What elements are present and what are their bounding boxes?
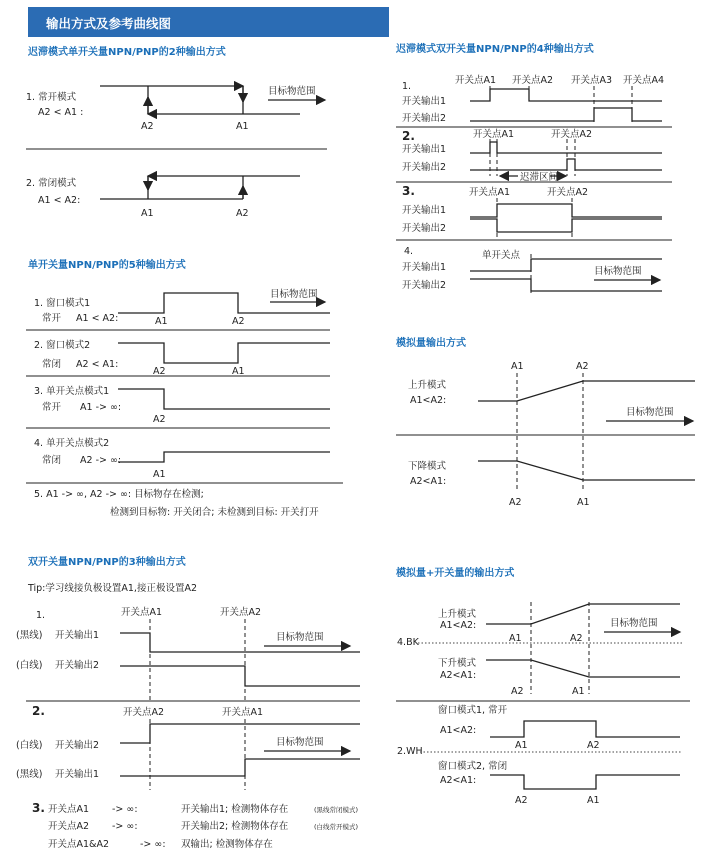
s2-row4-a1: A1 — [153, 469, 166, 480]
s6-window1-wave — [490, 721, 680, 737]
s4-m1-o2-wave — [470, 108, 662, 121]
s3-out2-b: 开关输出2 — [55, 740, 100, 751]
s3-num2: 2. — [32, 704, 45, 718]
s2-row1-cond: A1 < A2: — [76, 313, 119, 324]
s6-bot-a1: A1 — [572, 686, 585, 697]
s6-down: 下升模式 — [438, 658, 477, 669]
s6-top-a1: A1 — [509, 633, 522, 644]
s6-bot-a2: A2 — [511, 686, 524, 697]
s3-black1: (黑线) — [16, 630, 43, 641]
s1-a2-label-2: A2 — [236, 208, 249, 219]
s2-row1-title: 1. 窗口模式1 — [34, 298, 91, 309]
s2-title: 单开关量NPN/PNP的5种输出方式 — [28, 260, 186, 271]
s6-top-a2: A2 — [570, 633, 583, 644]
s2-row3-cond: A1 -> ∞: — [80, 402, 122, 413]
s3-l1b: -> ∞: — [112, 804, 138, 815]
s4-m3-o1: 开关输出1 — [402, 205, 447, 216]
s4-m1-pA4: 开关点A4 — [623, 75, 665, 86]
s2-row3-title: 3. 单开关点模式1 — [34, 386, 110, 397]
s1-a2-label: A2 — [141, 121, 154, 132]
s3-p2: 开关点A2 — [220, 607, 262, 618]
s5-bot-a2: A2 — [509, 497, 522, 508]
s1-mode1: 1. 常开模式 — [26, 92, 77, 103]
s6-downc: A2<A1: — [440, 670, 477, 681]
s5-bot-a1: A1 — [577, 497, 590, 508]
s4-m3-pA1: 开关点A1 — [469, 187, 511, 198]
s4-n4: 4. — [404, 246, 414, 257]
s3-white2: (白线) — [16, 740, 43, 751]
s4-range: 目标物范围 — [594, 266, 642, 277]
s3-white1: (白线) — [16, 660, 43, 671]
s4-m1-pA3: 开关点A3 — [571, 75, 613, 86]
s3-l3b: -> ∞: — [140, 839, 166, 850]
s6-w1c: A1<A2: — [440, 725, 477, 736]
s6-window2-wave — [490, 775, 680, 789]
s3-l2b: -> ∞: — [112, 821, 138, 832]
s1-mode1-cond: A2 < A1 : — [38, 107, 84, 118]
s4-m4-o2: 开关输出2 — [402, 280, 447, 291]
s4-m1-pA1: 开关点A1 — [455, 75, 497, 86]
s3-out2-a: 开关输出2 — [55, 660, 100, 671]
s4-m2-pA2: 开关点A2 — [551, 129, 593, 140]
s4-m2-pA1: 开关点A1 — [473, 129, 515, 140]
s3-l3a: 开关点A1&A2 — [48, 839, 109, 850]
s2-row2-wave — [118, 343, 330, 363]
s5-top-a2: A2 — [576, 361, 589, 372]
s4-n1: 1. — [402, 81, 412, 92]
s6-w1: 窗口模式1, 常开 — [438, 705, 508, 716]
s6-title: 模拟量+开关量的输出方式 — [396, 568, 515, 579]
s2-row4-cond: A2 -> ∞: — [80, 455, 122, 466]
s6-falling-curve — [486, 660, 680, 677]
s3-out1-a: 开关输出1 — [55, 630, 100, 641]
s2-row1-type: 常开 — [42, 313, 62, 324]
s1-a1-label-2: A1 — [141, 208, 154, 219]
s3-l3c: 双输出; 检测物体存在 — [181, 839, 273, 850]
s4-m3-o2-wave — [470, 219, 662, 232]
s2-row4-title: 4. 单开关点模式2 — [34, 438, 110, 449]
header-title: 输出方式及参考曲线图 — [46, 16, 172, 31]
s2-row3-wave — [118, 389, 330, 409]
s1-mode2: 2. 常闭模式 — [26, 178, 77, 189]
s6-w2-a2: A2 — [515, 795, 528, 806]
s4-hys: 迟滞区间 — [520, 172, 559, 183]
s6-bk: 4.BK — [397, 637, 419, 648]
s4-m1-o1: 开关输出1 — [402, 96, 447, 107]
s2-row4-type: 常闭 — [42, 455, 62, 466]
s4-m2-o2-wave — [470, 159, 662, 170]
s4-m2-o1: 开关输出1 — [402, 144, 447, 155]
s2-note2: 检测到目标物: 开关闭合; 未检测到目标: 开关打开 — [110, 507, 319, 518]
s1-title: 迟滞模式单开关量NPN/PNP的2种输出方式 — [28, 47, 226, 58]
s4-n2: 2. — [402, 129, 415, 143]
s6-w1-a2: A2 — [587, 740, 600, 751]
s4-single: 单开关点 — [482, 250, 521, 261]
s6-up: 上升模式 — [438, 609, 477, 620]
s3-p1: 开关点A1 — [121, 607, 163, 618]
s4-m1-o2: 开关输出2 — [402, 113, 447, 124]
s6-wh: 2.WH — [397, 746, 423, 757]
s2-row1-a2: A2 — [232, 316, 245, 327]
s2-row1-a1: A1 — [155, 316, 168, 327]
s5-down: 下降模式 — [408, 461, 447, 472]
s5-upc: A1<A2: — [410, 395, 447, 406]
s4-m3-o2: 开关输出2 — [402, 223, 447, 234]
s5-downc: A2<A1: — [410, 476, 447, 487]
s3-l2c: 开关输出2; 检测物体存在 — [181, 821, 289, 832]
s3-m1-out2-wave — [120, 666, 360, 686]
s5-rising-curve — [478, 381, 695, 401]
s1-a1-label: A1 — [236, 121, 249, 132]
s3-l1a: 开关点A1 — [48, 804, 90, 815]
s3-m1-out1-wave — [120, 633, 360, 652]
s4-n3: 3. — [402, 184, 415, 198]
s6-upc: A1<A2: — [440, 620, 477, 631]
s3-l2a: 开关点A2 — [48, 821, 90, 832]
s4-m4-o1: 开关输出1 — [402, 262, 447, 273]
s3-range1: 目标物范围 — [276, 632, 324, 643]
s5-up: 上升模式 — [408, 380, 447, 391]
s3-out1-b: 开关输出1 — [55, 769, 100, 780]
s6-w2c: A2<A1: — [440, 775, 477, 786]
s3-l1c: 开关输出1; 检测物体存在 — [181, 804, 289, 815]
s2-row2-cond: A2 < A1: — [76, 359, 119, 370]
s2-row3-a2: A2 — [153, 414, 166, 425]
s4-m1-o1-wave — [470, 89, 662, 101]
s2-range: 目标物范围 — [270, 289, 318, 300]
s4-m4-o2-wave — [470, 279, 662, 291]
s3-num3: 3. — [32, 801, 45, 815]
s1-range1: 目标物范围 — [268, 86, 316, 97]
s3-m2-out1-wave — [120, 759, 360, 776]
s2-row4-wave — [118, 452, 330, 462]
s6-range: 目标物范围 — [610, 618, 658, 629]
s2-row3-type: 常开 — [42, 402, 62, 413]
s2-row2-a2: A2 — [153, 366, 166, 377]
s4-m1-pA2: 开关点A2 — [512, 75, 554, 86]
s4-m3-o1-wave — [470, 204, 662, 217]
s6-w2-a1: A1 — [587, 795, 600, 806]
s3-m2-out2-wave — [120, 724, 360, 743]
s6-w1-a1: A1 — [515, 740, 528, 751]
s2-row2-a1: A1 — [232, 366, 245, 377]
s4-m3-pA2: 开关点A2 — [547, 187, 589, 198]
s4-m2-o2: 开关输出2 — [402, 162, 447, 173]
s4-title: 迟滞模式双开关量NPN/PNP的4种输出方式 — [396, 44, 594, 55]
s4-m2-o1-wave — [470, 142, 662, 153]
s5-range: 目标物范围 — [626, 407, 674, 418]
s2-note1: 5. A1 -> ∞, A2 -> ∞: 目标物存在检测; — [34, 489, 204, 500]
s3-p2b: 开关点A2 — [123, 707, 165, 718]
s2-row2-type: 常闭 — [42, 359, 62, 370]
s6-w2: 窗口模式2, 常闭 — [438, 761, 508, 772]
s3-num1: 1. — [36, 610, 46, 621]
s3-l2d: (白线常开模式) — [314, 823, 359, 831]
s3-range2: 目标物范围 — [276, 737, 324, 748]
s3-title: 双开关量NPN/PNP的3种输出方式 — [28, 557, 186, 568]
s1-nc-curve2 — [100, 176, 300, 199]
s1-mode2-cond: A1 < A2: — [38, 195, 81, 206]
s3-l1d: (黑线常闭模式) — [314, 806, 359, 814]
s3-black2: (黑线) — [16, 769, 43, 780]
s5-top-a1: A1 — [511, 361, 524, 372]
s3-tip: Tip:学习线接负极设置A1,接正极设置A2 — [28, 583, 197, 594]
s5-title: 模拟量输出方式 — [396, 338, 466, 349]
s3-p1b: 开关点A1 — [222, 707, 264, 718]
s2-row2-title: 2. 窗口模式2 — [34, 340, 91, 351]
s5-falling-curve — [478, 461, 695, 480]
